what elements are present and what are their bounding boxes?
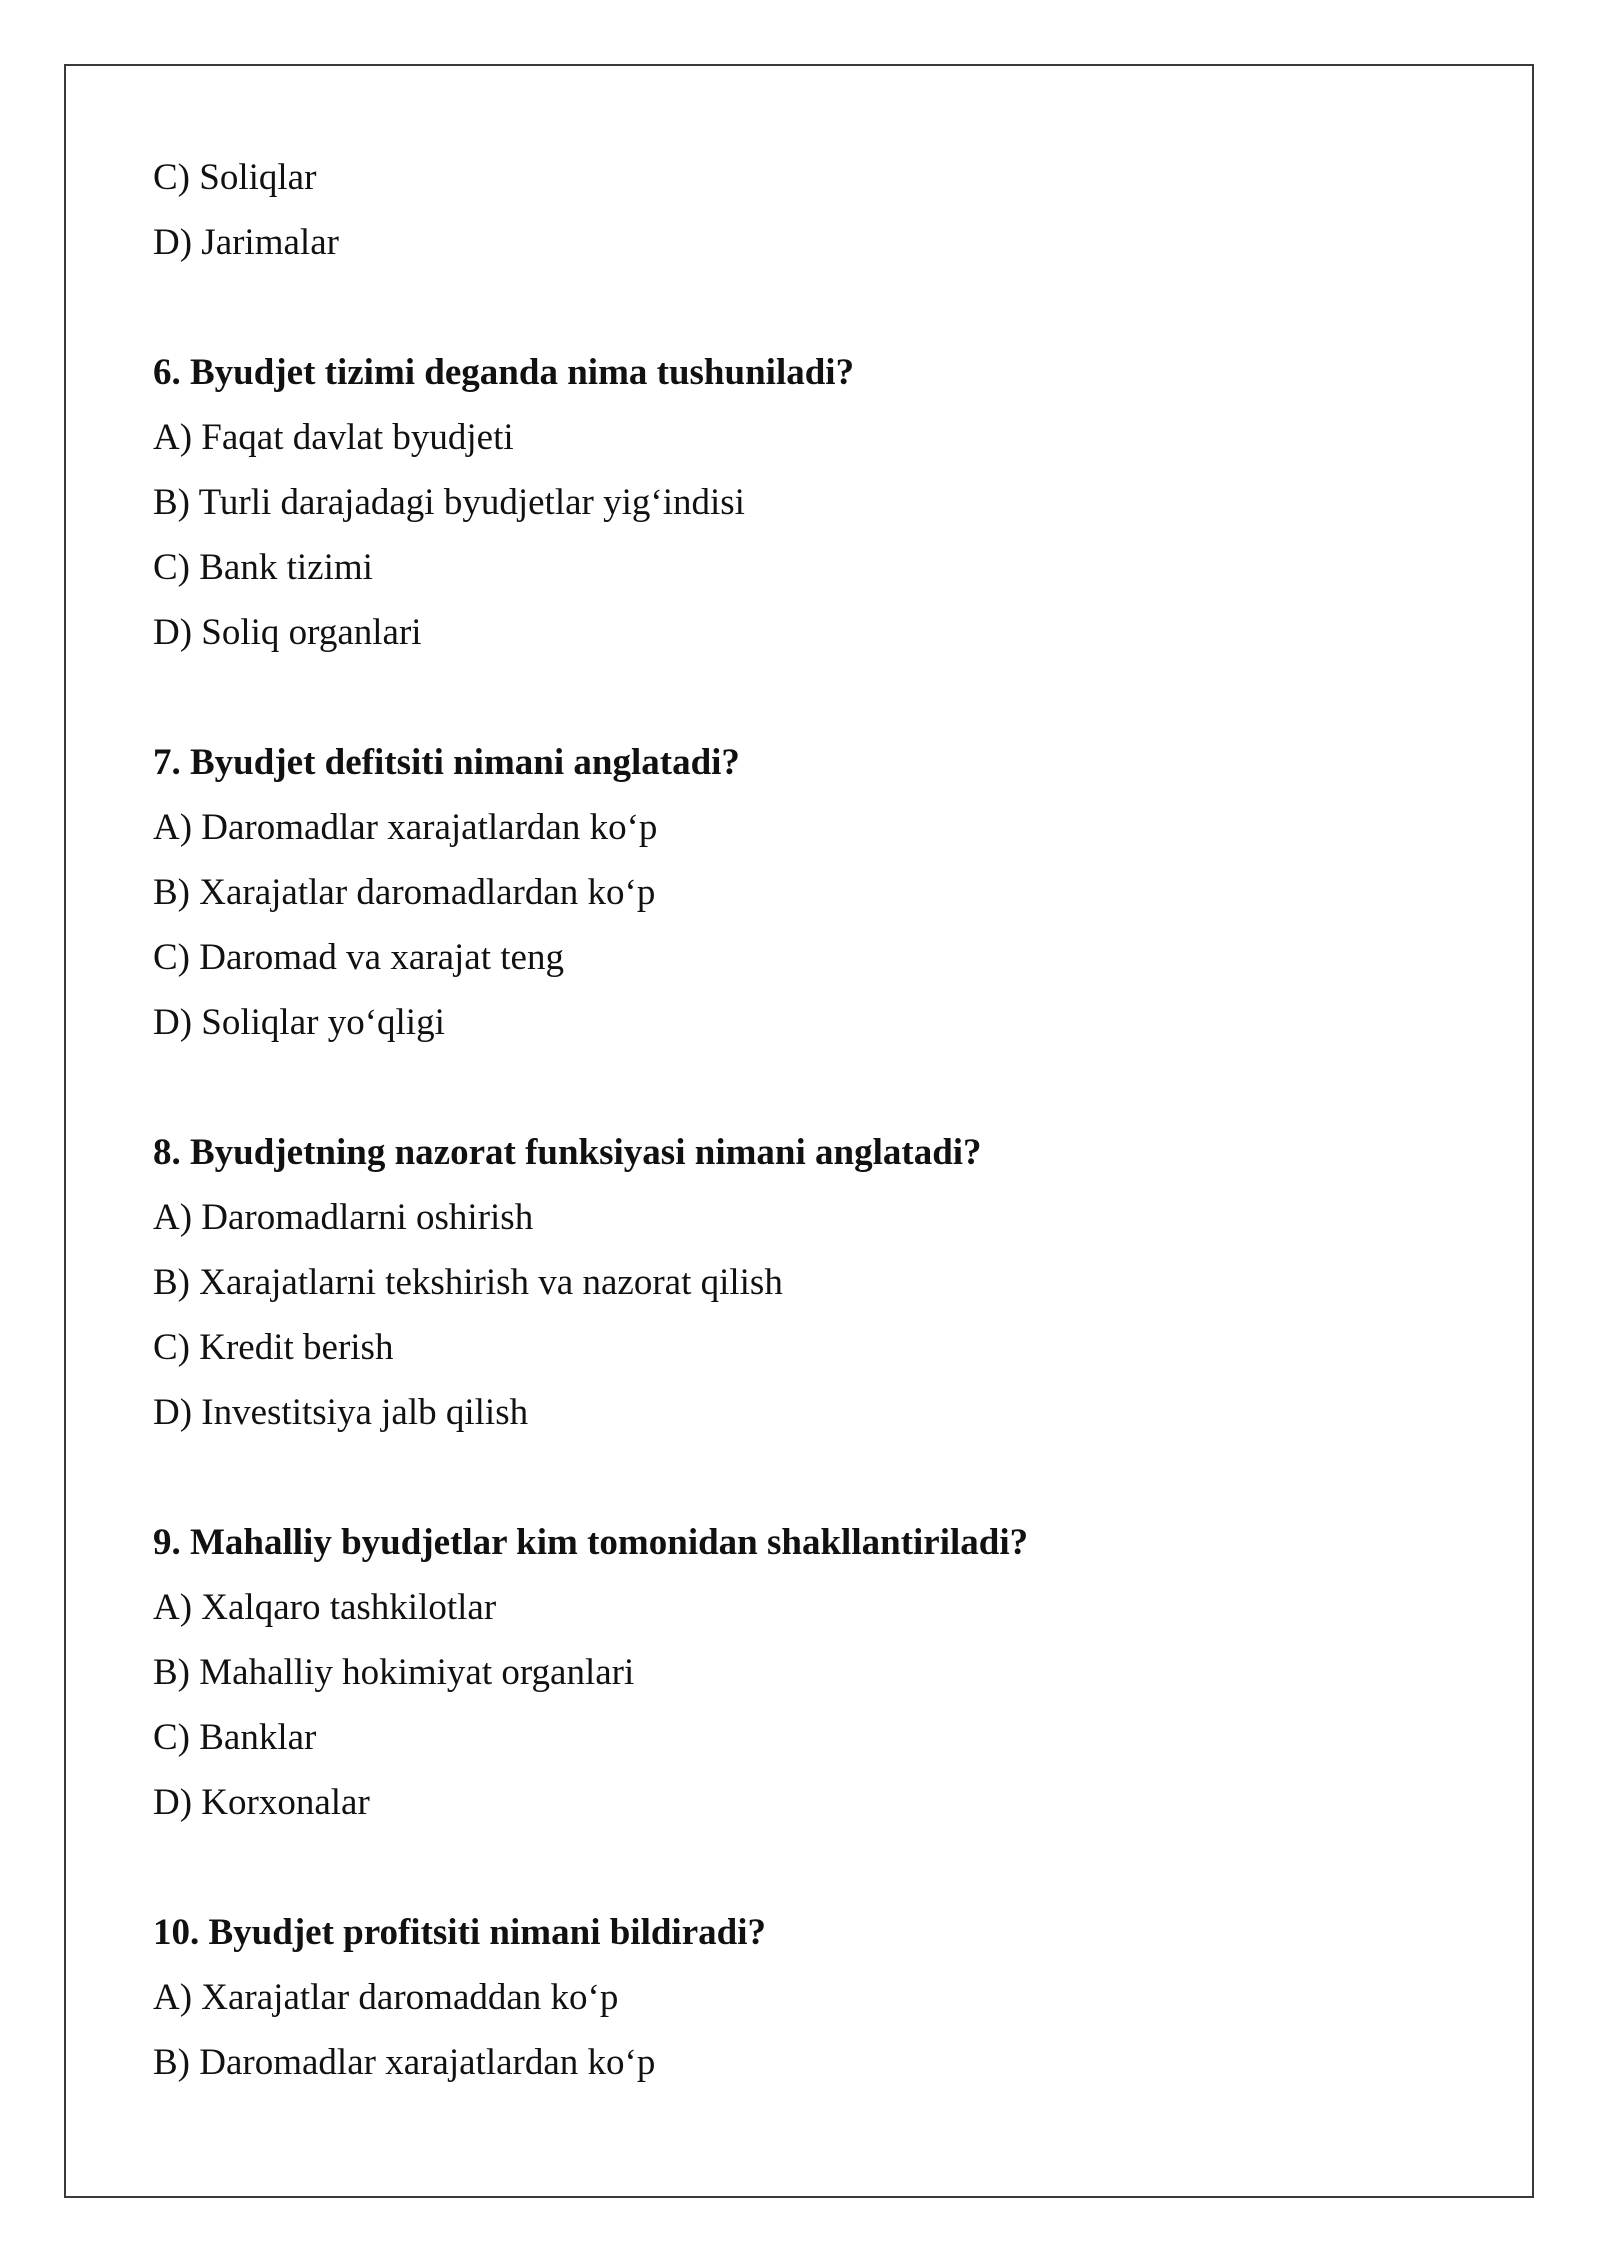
- spacer: [153, 1835, 1483, 1900]
- spacer: [153, 1055, 1483, 1120]
- answer-option: C) Daromad va xarajat teng: [153, 937, 564, 978]
- question-10: 10. Byudjet profitsiti nimani bildiradi?: [153, 1912, 766, 1953]
- answer-option: B) Xarajatlar daromadlardan ko‘p: [153, 872, 656, 913]
- answer-option: B) Turli darajadagi byudjetlar yig‘indisi: [153, 482, 745, 523]
- question-6: 6. Byudjet tizimi deganda nima tushuniladi?: [153, 352, 855, 393]
- answer-option: D) Investitsiya jalb qilish: [153, 1392, 529, 1433]
- answer-option: D) Korxonalar: [153, 1782, 370, 1823]
- answer-option: C) Bank tizimi: [153, 547, 373, 588]
- answer-option: C) Kredit berish: [153, 1327, 394, 1368]
- answer-option: D) Soliq organlari: [153, 612, 422, 653]
- spacer: [153, 275, 1483, 340]
- answer-option: B) Daromadlar xarajatlardan ko‘p: [153, 2042, 656, 2083]
- spacer: [153, 665, 1483, 730]
- answer-option: B) Xarajatlarni tekshirish va nazorat qilish: [153, 1262, 783, 1303]
- answer-option: A) Daromadlarni oshirish: [153, 1197, 534, 1238]
- answer-option: A) Faqat davlat byudjeti: [153, 417, 514, 458]
- question-8: 8. Byudjetning nazorat funksiyasi nimani anglatadi?: [153, 1132, 982, 1173]
- answer-option: D) Soliqlar yo‘qligi: [153, 1002, 445, 1043]
- answer-option: D) Jarimalar: [153, 222, 339, 263]
- answer-option: C) Soliqlar: [153, 157, 317, 198]
- document-content: [153, 145, 1483, 2095]
- answer-option: A) Xalqaro tashkilotlar: [153, 1587, 497, 1628]
- question-9: 9. Mahalliy byudjetlar kim tomonidan shakllantiriladi?: [153, 1522, 1029, 1563]
- answer-option: A) Daromadlar xarajatlardan ko‘p: [153, 807, 658, 848]
- question-7: 7. Byudjet defitsiti nimani anglatadi?: [153, 742, 740, 783]
- answer-option: B) Mahalliy hokimiyat organlari: [153, 1652, 635, 1693]
- spacer: [153, 1445, 1483, 1510]
- answer-option: C) Banklar: [153, 1717, 317, 1758]
- answer-option: A) Xarajatlar daromaddan ko‘p: [153, 1977, 619, 2018]
